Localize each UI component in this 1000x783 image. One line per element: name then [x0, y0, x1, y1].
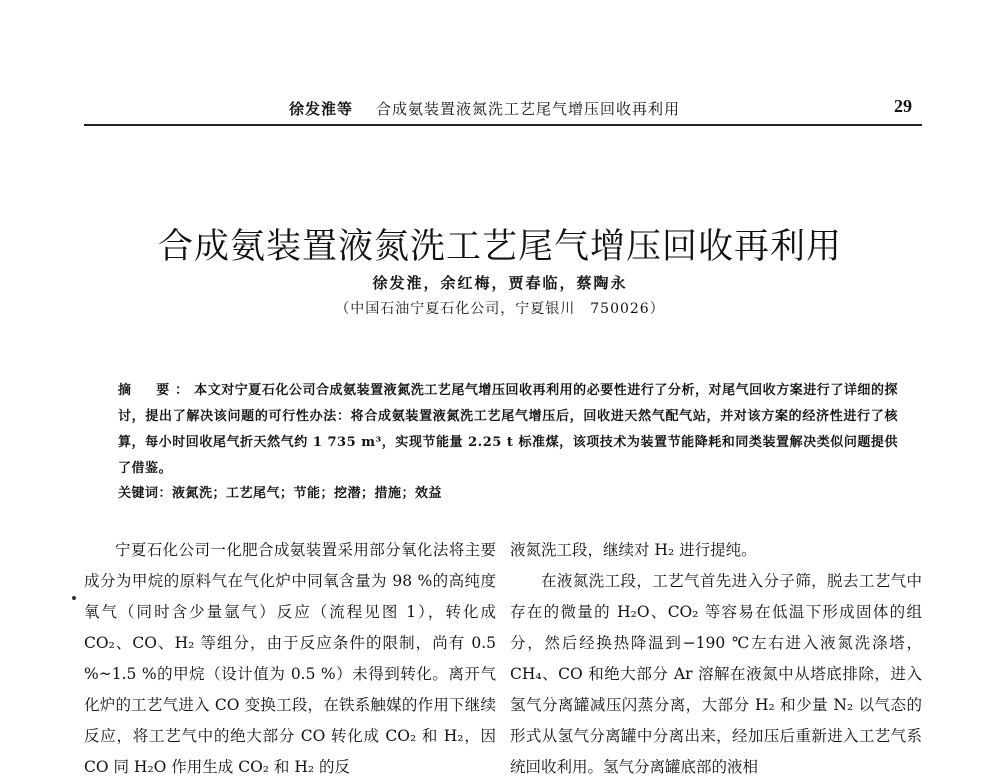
author-list: 徐发淮，余红梅，贾春临，蔡陶永 — [372, 274, 628, 292]
margin-dot — [72, 596, 76, 600]
paper-title: 合成氨装置液氮洗工艺尾气增压回收再利用 — [157, 227, 842, 268]
keywords-text: 液氮洗；工艺尾气；节能；挖潜；措施；效益 — [172, 486, 443, 501]
affiliation: （中国石油宁夏石化公司，宁夏银川 750026） — [335, 301, 665, 317]
abstract — [118, 378, 898, 482]
page-number: 29 — [894, 96, 912, 116]
running-head — [84, 94, 922, 126]
body-paragraph-continued: 液氮洗工段，继续对 H₂ 进行提纯。 — [510, 541, 757, 559]
abstract-text: 本文对宁夏石化公司合成氨装置液氮洗工艺尾气增压回收再利用的必要性进行了分析，对尾气回收方案进行了详细的探讨，提出了解决该问题的可行性办法：将合成氨装置液氮洗工艺尾气增压后，回收进天然气配气站，并对该方案的经济性进行了核算，每小时回收尾气折天然气约 1 735 m³，实现节能量 2.25 t 标准煤，该项技术为装置节能降耗和同类装置解决类似问题提供了借鉴。 — [118, 383, 898, 476]
body-left-column — [84, 535, 496, 783]
body-right-column — [510, 535, 922, 783]
running-head-authors: 徐发淮等 — [289, 100, 354, 118]
keywords-label: 关键词： — [118, 486, 173, 501]
keywords — [118, 482, 898, 501]
running-head-title: 合成氨装置液氮洗工艺尾气增压回收再利用 — [376, 100, 681, 118]
body-paragraph: 宁夏石化公司一化肥合成氨装置采用部分氧化法将主要成分为甲烷的原料气在气化炉中同氧含量为 98 %的高纯度氧气（同时含少量氩气）反应（流程见图 1），转化成 CO₂、CO、H₂ 等组分，由于反应条件的限制，尚有 0.5 %~1.5 %的甲烷（设计值为 0.5 %）未得到转化。离开气化炉的工艺气进入 CO 变换工段，在铁系触媒的作用下继续反应，将工艺气中的绝大部分 CO 转化成 CO₂ 和 H₂，因 CO 同 H₂O 作用生成 CO₂ 和 H₂ 的反 — [84, 541, 496, 776]
body-paragraph: 在液氮洗工段，工艺气首先进入分子筛，脱去工艺气中存在的微量的 H₂O、CO₂ 等容易在低温下形成固体的组分，然后经换热降温到−190 ℃左右进入液氮洗涤塔，CH₄、CO 和绝大部分 Ar 溶解在液氮中从塔底排除，进入氢气分离罐减压闪蒸分离，大部分 H₂ 和少量 N₂ 以气态的形式从氢气分离罐中分离出来，经加压后重新进入工艺气系统回收利用。氢气分离罐底部的液相 — [510, 572, 922, 776]
abstract-label: 摘 要： — [118, 383, 195, 398]
